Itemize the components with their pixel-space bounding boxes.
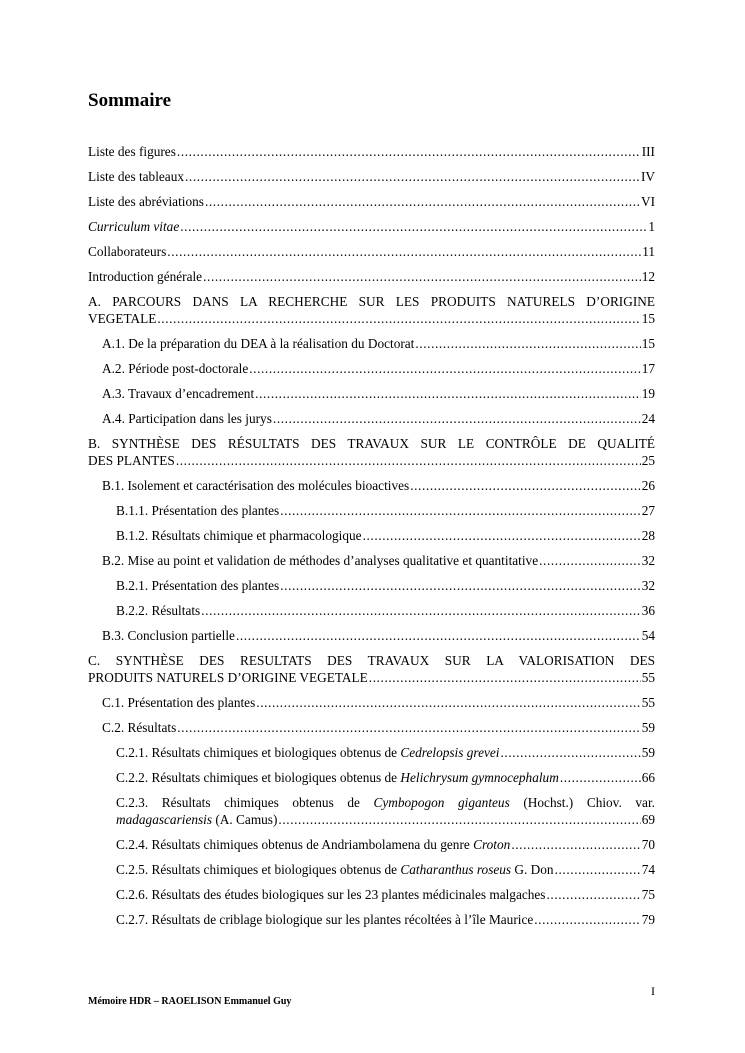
toc-entry-line [102,627,655,644]
toc-entry-page-number: 70 [641,837,655,852]
dot-leader [180,218,647,235]
dot-leader [167,243,641,260]
toc-entry-label [116,744,499,761]
toc-entry-line [88,218,655,235]
toc-entry-page-number: 54 [641,628,655,643]
toc-entry-line [88,193,655,210]
toc-entry-line [102,385,655,402]
toc-entry-label [102,627,235,644]
toc-entry[interactable] [88,627,655,644]
toc-entry[interactable] [88,886,655,903]
dot-leader [534,911,640,928]
toc-entry-page-number: IV [640,169,655,184]
toc-entry[interactable] [88,410,655,427]
toc-entry-label [116,911,533,928]
toc-entry-label [102,360,248,377]
toc-entry-text-fragment: Croton [473,837,511,852]
toc-entry-page-number: 74 [641,862,655,877]
toc-entry-label [88,243,166,260]
toc-entry-text-fragment: C.2.1. Résultats chimiques et biologiques obtenus de [116,745,401,760]
toc-entry[interactable] [88,527,655,544]
toc-entry-page-number: 75 [641,887,655,902]
dot-leader [363,527,641,544]
toc-entry[interactable] [88,193,655,210]
toc-entry-label [88,193,204,210]
toc-entry[interactable] [88,861,655,878]
toc-entry[interactable] [88,744,655,761]
toc-entry-label [88,310,156,327]
toc-entry-page-number: 19 [641,386,655,401]
toc-entry-page-number: 24 [641,411,655,426]
toc-entry-page-number: III [641,144,655,159]
toc-entry-text-fragment: Introduction générale [88,269,203,284]
toc-entry-text-fragment: madagascariensis [116,812,213,827]
toc-entry-label [88,669,368,686]
toc-entry-line [116,744,655,761]
toc-entry[interactable] [88,911,655,928]
toc-entry-line [116,527,655,544]
toc-entry-page-number: 11 [642,244,655,259]
dot-leader [255,385,641,402]
toc-entry-line [102,694,655,711]
toc-entry-line [116,886,655,903]
toc-entry-label [116,861,554,878]
dot-leader [280,577,640,594]
dot-leader [236,627,641,644]
toc-entry-text-fragment: B.1. Isolement et caractérisation des molécules bioactives [102,478,410,493]
toc-entry-label [88,143,176,160]
toc-entry-page-number: 59 [641,720,655,735]
toc-entry-text-fragment: C.2.6. Résultats des études biologiques sur les 23 plantes médicinales malgaches [116,887,546,902]
dot-leader [201,602,640,619]
toc-entry-line [88,310,655,327]
toc-entry-page-number: 26 [641,478,655,493]
toc-entry-text-fragment: C.2. Résultats [102,720,177,735]
toc-entry-page-number: 69 [641,812,655,827]
toc-entry[interactable] [88,836,655,853]
toc-entry-text-fragment: B.1.2. Résultats chimique et pharmacologique [116,528,362,543]
toc-entry-line [116,502,655,519]
toc-entry-label [88,218,179,235]
toc-entry-label [116,527,362,544]
toc-entry-page-number: 66 [641,770,655,785]
toc-entry-line [88,669,655,686]
toc-entry-line [116,861,655,878]
toc-entry-label [88,268,202,285]
toc-entry[interactable] [88,694,655,711]
toc-entry-line [88,452,655,469]
toc-entry-first-line [116,794,655,811]
toc-entry[interactable] [88,335,655,352]
toc-entry-text-fragment: Curriculum vitae [88,219,180,234]
toc-entry-text-fragment: B.2.1. Présentation des plantes [116,578,280,593]
toc-entry-page-number: 27 [641,503,655,518]
toc-entry-label [116,602,200,619]
toc-entry-line [102,360,655,377]
toc-entry[interactable] [88,602,655,619]
toc-entry-line [88,143,655,160]
toc-entry-line [116,602,655,619]
toc-entry-label [102,335,414,352]
footer-text: Mémoire HDR – RAOELISON Emmanuel Guy [88,996,292,1007]
toc-entry-line [102,410,655,427]
toc-entry-page-number: 28 [641,528,655,543]
dot-leader [249,360,640,377]
toc-entry-line [116,911,655,928]
dot-leader [415,335,640,352]
toc-entry-text-fragment: Collaborateurs [88,244,167,259]
toc-entry-text-fragment: A.1. De la préparation du DEA à la réalisation du Doctorat [102,336,415,351]
dot-leader [177,143,641,160]
toc-entry-line [88,168,655,185]
toc-entry[interactable] [88,168,655,185]
toc-entry[interactable] [88,360,655,377]
toc-entry-label [102,410,272,427]
toc-entry-text-fragment: B.2.2. Résultats [116,603,201,618]
toc-entry-label [116,886,545,903]
toc-entry-line [116,811,655,828]
toc-entry-text-fragment: Catharanthus roseus [400,862,512,877]
toc-entry-text-fragment: Liste des abréviations [88,194,204,209]
toc-entry-text-fragment: Cymbopogon giganteus [373,795,510,810]
toc-entry-label [116,769,559,786]
dot-leader [511,836,640,853]
toc-entry-text-fragment: Helichrysum gymnocephalum [400,770,559,785]
toc-entry-page-number: 36 [641,603,655,618]
toc-entry-page-number: 32 [641,578,655,593]
toc-entry-page-number: 25 [641,453,655,468]
toc-entry-label [116,502,279,519]
toc-entry-text-fragment: C.1. Présentation des plantes [102,695,256,710]
toc-entry-page-number: 59 [641,745,655,760]
toc-entry-text-fragment: A.3. Travaux d’encadrement [102,386,255,401]
toc-entry[interactable] [88,794,655,828]
toc-entry-first-line: C. SYNTHÈSE DES RESULTATS DES TRAVAUX SUR LA VALORISATION DES [88,653,655,668]
toc-entry-page-number: 55 [641,695,655,710]
toc-entry-text-fragment: (Hochst.) Chiov. var. [509,795,655,810]
toc-entry-text-fragment: B.2. Mise au point et validation de méthodes d’analyses qualitative et quantitative [102,553,539,568]
page-title: Sommaire [88,90,172,111]
toc-entry-label [102,552,538,569]
toc-entry-page-number: 15 [641,311,655,326]
toc-entry-text-fragment: C.2.5. Résultats chimiques et biologiques obtenus de [116,862,401,877]
dot-leader [546,886,640,903]
toc-entry-text-fragment: G. Don [511,862,554,877]
toc-entry[interactable] [88,652,655,686]
toc-entry-label [102,385,254,402]
toc-entry-page-number: 79 [641,912,655,927]
toc-entry-line [102,552,655,569]
toc-entry-text-fragment: A.4. Participation dans les jurys [102,411,272,426]
dot-leader [560,769,641,786]
toc-entry-page-number: VI [640,194,655,209]
toc-entry[interactable] [88,143,655,160]
toc-entry[interactable] [88,435,655,469]
dot-leader [256,694,640,711]
dot-leader [555,861,641,878]
dot-leader [539,552,641,569]
dot-leader [500,744,640,761]
toc-entry[interactable] [88,577,655,594]
dot-leader [280,502,640,519]
toc-entry-line [116,769,655,786]
toc-entry-line [102,477,655,494]
toc-entry-text-fragment: (A. Camus) [212,812,278,827]
toc-entry[interactable] [88,502,655,519]
toc-entry-text-fragment: C.2.4. Résultats chimiques obtenus de Andriambolamena du genre [116,837,474,852]
toc-entry-text-fragment: C.2.2. Résultats chimiques et biologiques obtenus de [116,770,401,785]
dot-leader [205,193,640,210]
toc-entry[interactable] [88,268,655,285]
dot-leader [273,410,641,427]
toc-entry-label [88,452,175,469]
toc-entry[interactable] [88,293,655,327]
toc-entry-text-fragment: DES PLANTES [88,453,175,468]
toc-entry-line [116,836,655,853]
toc-entry-text-fragment: B.3. Conclusion partielle [102,628,235,643]
toc-entry-label [102,694,255,711]
toc-entry[interactable] [88,477,655,494]
dot-leader [278,811,640,828]
toc-entry-label [88,168,184,185]
dot-leader [410,477,641,494]
toc-entry[interactable] [88,719,655,736]
dot-leader [369,669,641,686]
toc-entry-line [102,719,655,736]
toc-entry-text-fragment: C.2.7. Résultats de criblage biologique sur les plantes récoltées à l’île Maurice [116,912,534,927]
toc-entry-label [102,477,409,494]
toc-entry-text-fragment: B.1.1. Présentation des plantes [116,503,280,518]
dot-leader [157,310,640,327]
toc-entry-label [116,836,510,853]
toc-entry-text-fragment: VEGETALE [88,311,157,326]
toc-entry-first-line: A. PARCOURS DANS LA RECHERCHE SUR LES PRODUITS NATURELS D’ORIGINE [88,294,655,309]
toc-entry-line [116,577,655,594]
toc-entry-page-number: 55 [641,670,655,685]
toc-entry-text-fragment: Liste des tableaux [88,169,184,184]
toc-entry-label [116,811,277,828]
dot-leader [185,168,640,185]
toc-entry[interactable] [88,769,655,786]
toc-entry-page-number: 32 [641,553,655,568]
dot-leader [176,452,641,469]
toc-entry[interactable] [88,552,655,569]
toc-entry-line [88,243,655,260]
toc-entry-page-number: 12 [641,269,655,284]
toc-entry-page-number: 1 [648,219,655,234]
toc-entry-line [88,268,655,285]
toc-entry-label [102,719,176,736]
toc-entry[interactable] [88,218,655,235]
table-of-contents [88,143,655,936]
dot-leader [203,268,641,285]
toc-entry[interactable] [88,243,655,260]
toc-entry-page-number: 15 [641,336,655,351]
toc-entry-text-fragment: Liste des figures [88,144,176,159]
toc-entry-text-fragment: C.2.3. Résultats chimiques obtenus de [116,795,374,810]
toc-entry-label [116,577,279,594]
toc-entry-first-line: B. SYNTHÈSE DES RÉSULTATS DES TRAVAUX SUR LE CONTRÔLE DE QUALITÉ [88,436,655,451]
toc-entry-line [102,335,655,352]
toc-entry-page-number: 17 [641,361,655,376]
toc-entry-text-fragment: PRODUITS NATURELS D’ORIGINE VEGETALE [88,670,368,685]
toc-entry-text-fragment: Cedrelopsis grevei [400,745,500,760]
page-number: I [651,984,655,998]
toc-entry[interactable] [88,385,655,402]
dot-leader [177,719,640,736]
toc-entry-text-fragment: A.2. Période post-doctorale [102,361,249,376]
